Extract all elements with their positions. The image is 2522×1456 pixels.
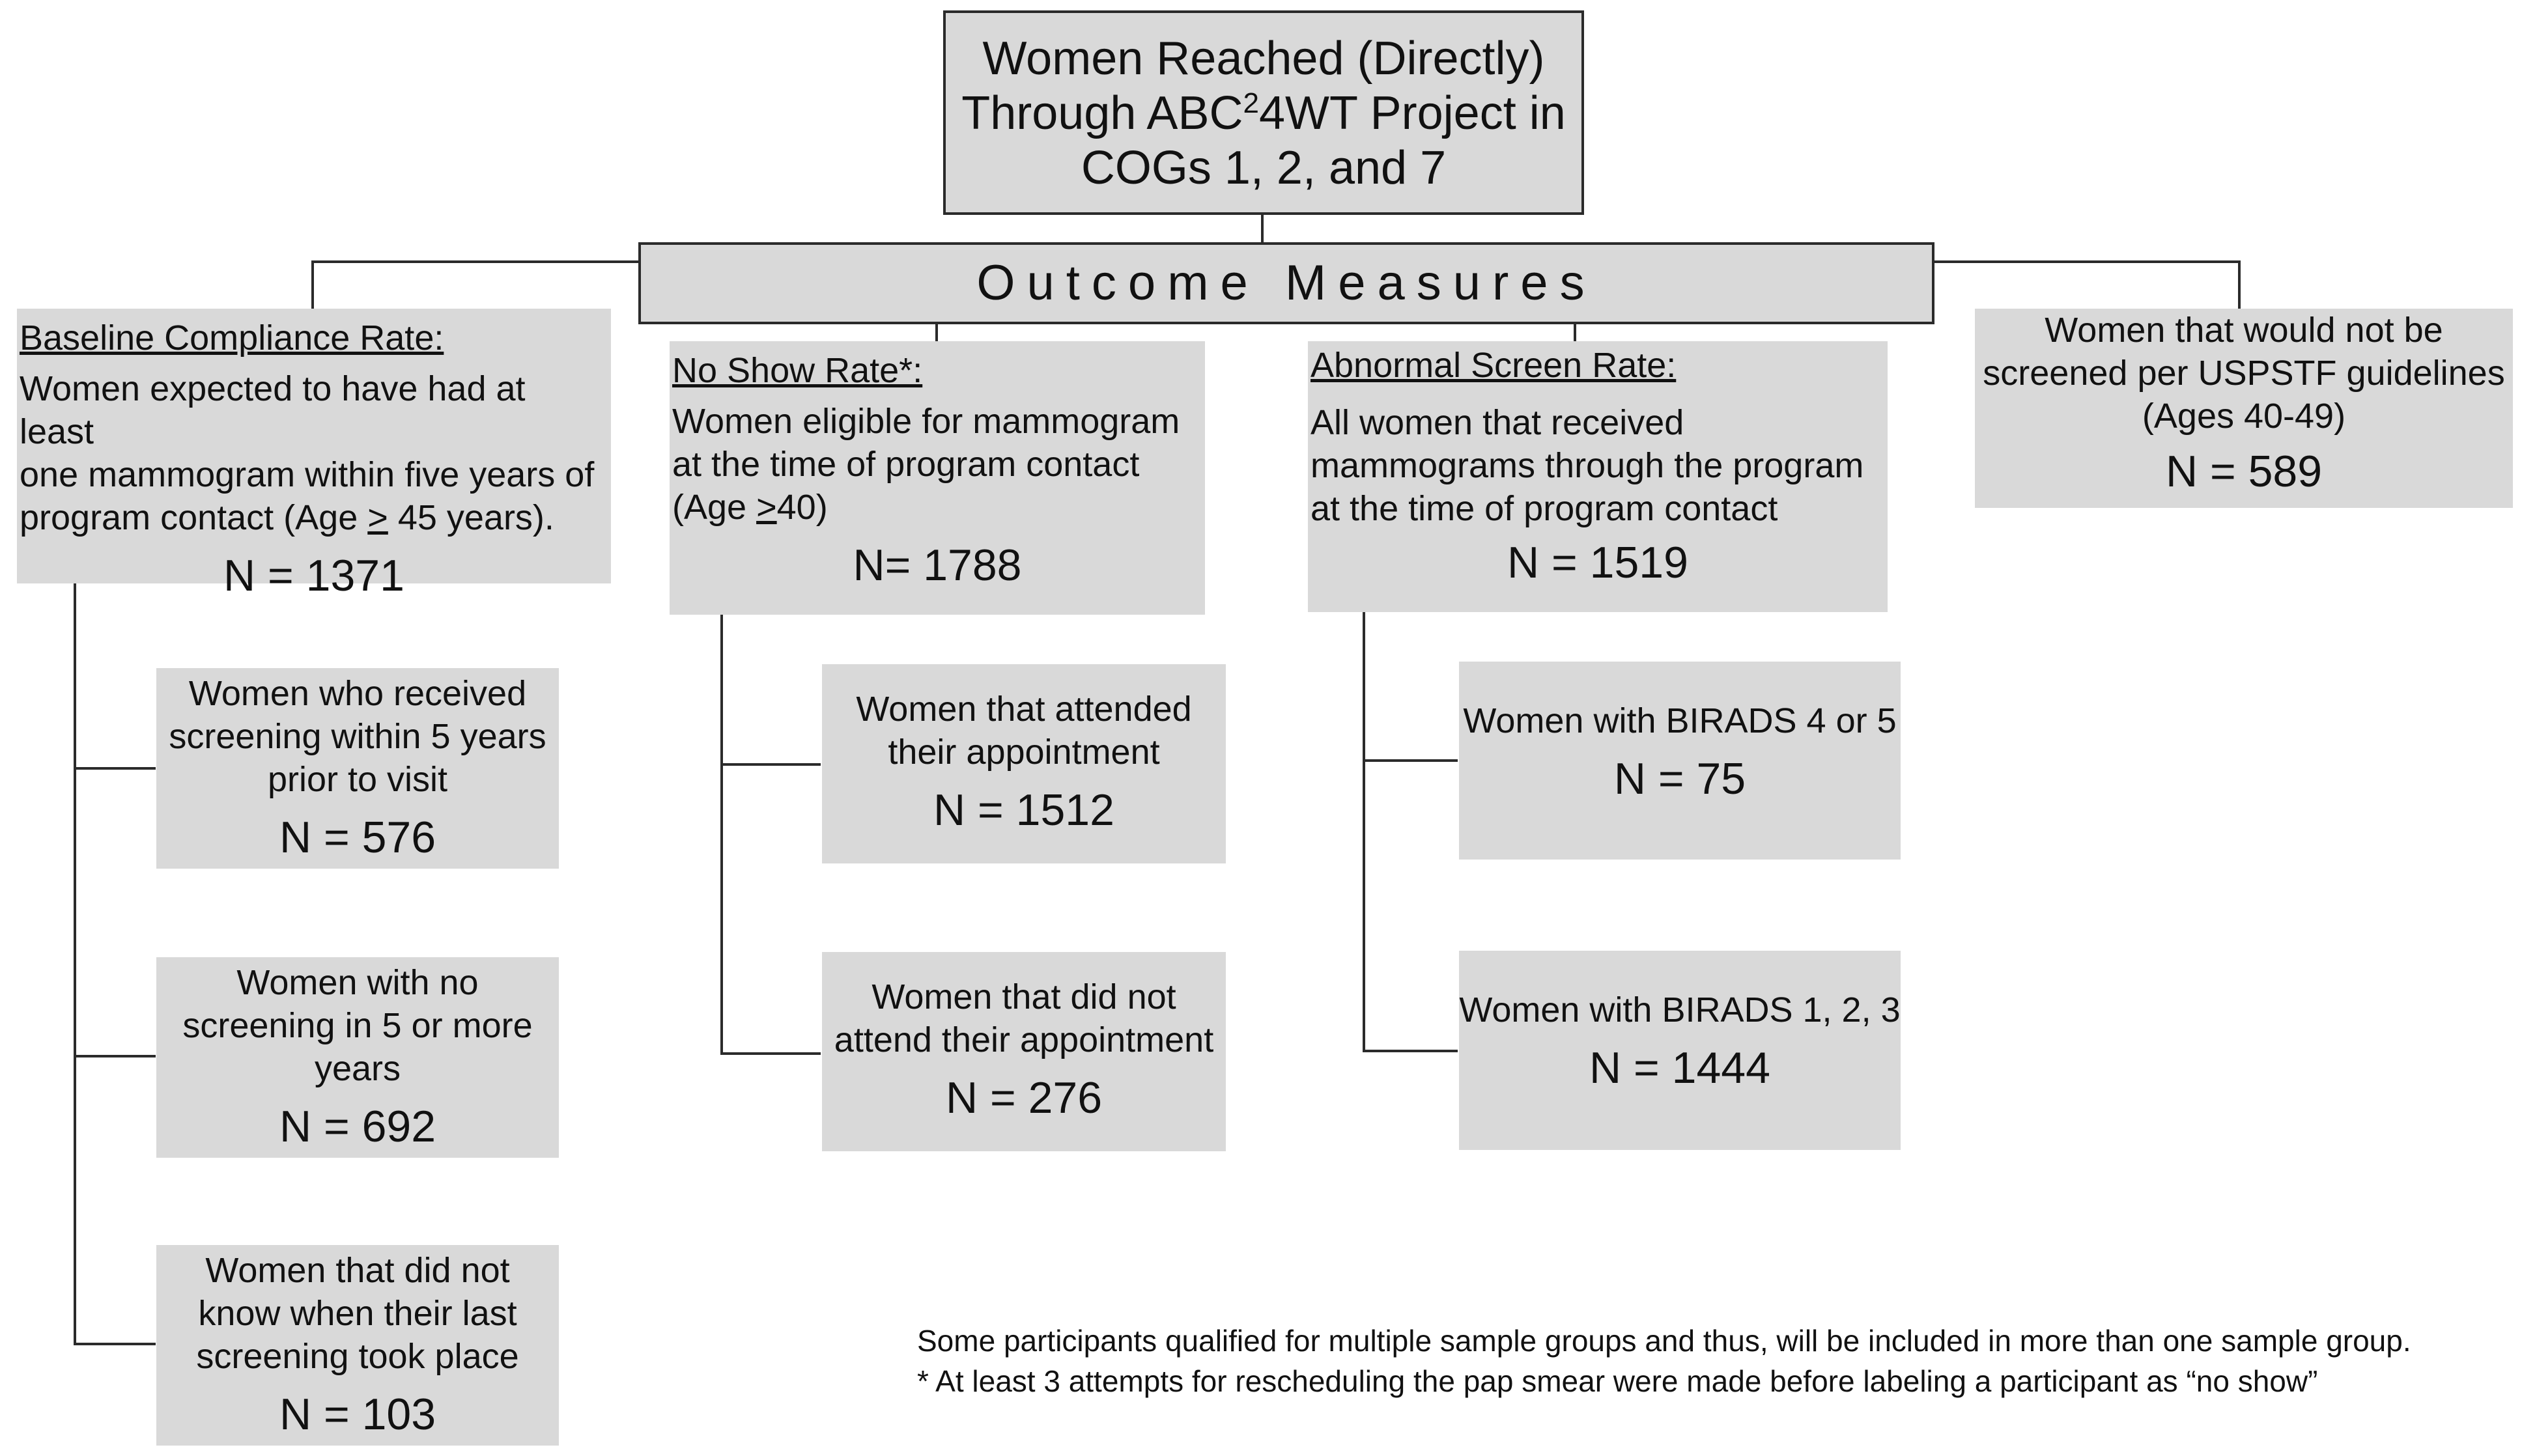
connector-right-horizontal: [1933, 260, 2241, 263]
baseline-child-received-screening: [156, 668, 559, 869]
child-text-line: Women that did not: [205, 1251, 510, 1290]
child-count: N = 276: [945, 1073, 1103, 1123]
footnote-line-1: Some participants qualified for multiple sample groups and thus, will be included in more than one sample group.: [917, 1324, 2411, 1358]
connector-top-to-outcome: [1261, 215, 1264, 244]
footnotes: [917, 1321, 2411, 1401]
child-text-line: Women that did not: [871, 977, 1176, 1016]
connector-left-drop: [311, 260, 314, 309]
noshow-desc-line-2: at the time of program contact: [672, 445, 1140, 484]
baseline-child-no-screening: [156, 957, 559, 1158]
uspstf-line: screened per USPSTF guidelines: [1983, 354, 2505, 393]
child-text-line: Women that attended: [856, 690, 1192, 729]
child-text-line: their appointment: [888, 733, 1160, 772]
child-count: N = 103: [279, 1390, 436, 1439]
abnormal-child-birads-1-2-3: [1459, 951, 1901, 1150]
noshow-line-3-post: 40): [776, 488, 828, 527]
child-text-line: attend their appointment: [834, 1020, 1214, 1059]
child-text-line: years: [314, 1049, 401, 1088]
women-reached-line-2-pre: Through ABC: [961, 87, 1243, 139]
noshow-child-attended: [822, 664, 1226, 863]
abnormal-desc-line-3: at the time of program contact: [1311, 489, 1778, 528]
child-count: N = 576: [279, 813, 436, 862]
baseline-desc-line-2: one mammogram within five years of: [20, 455, 595, 494]
noshow-desc-line-3: [672, 486, 1202, 529]
uspstf-line: (Ages 40-49): [2142, 397, 2346, 436]
child-count: N = 1444: [1589, 1043, 1770, 1093]
abnormal-screen-rate-box: [1308, 341, 1888, 612]
women-reached-title: [946, 31, 1581, 195]
child-count: N = 692: [279, 1102, 436, 1151]
child-text-line: prior to visit: [267, 760, 448, 799]
outcome-measures-label: Outcome Measures: [976, 255, 1596, 311]
baseline-line-3-pre: program contact (Age: [20, 498, 368, 537]
abnormal-branch-1: [1363, 759, 1458, 762]
baseline-count: N = 1371: [223, 551, 404, 600]
baseline-tree-trunk: [74, 583, 76, 1345]
no-show-count: N= 1788: [853, 540, 1022, 590]
baseline-desc-line-1: Women expected to have had at least: [20, 369, 526, 451]
uspstf-line: Women that would not be: [2045, 311, 2443, 350]
abnormal-branch-2: [1363, 1050, 1458, 1052]
footnote-line-2: * At least 3 attempts for rescheduling the pap smear were made before labeling a participant as “no show”: [917, 1364, 2318, 1398]
noshow-tree-trunk: [720, 615, 723, 1055]
women-reached-box: [943, 10, 1584, 215]
abnormal-child-birads-4-5: [1459, 662, 1901, 860]
child-count: N = 75: [1613, 754, 1746, 804]
noshow-line-3-pre: (Age: [672, 488, 757, 527]
connector-abnormal-drop: [1574, 324, 1576, 341]
women-reached-line-2-post: 4WT Project in: [1258, 87, 1566, 139]
baseline-line-3-post: 45 years).: [388, 498, 554, 537]
uspstf-box: [1975, 309, 2513, 508]
connector-noshow-drop: [935, 324, 938, 341]
baseline-compliance-box: [17, 309, 611, 600]
superscript-2: 2: [1243, 87, 1259, 119]
women-reached-line-1: Women Reached (Directly): [982, 33, 1545, 85]
child-text-line: screening within 5 years: [169, 717, 546, 756]
child-text-line: Women who received: [188, 674, 527, 713]
noshow-child-did-not-attend: [822, 952, 1226, 1151]
women-reached-line-3: COGs 1, 2, and 7: [1081, 142, 1447, 194]
uspstf-count: N = 589: [2165, 447, 2323, 496]
child-text-line: screening in 5 or more: [182, 1006, 533, 1045]
child-text-line: screening took place: [196, 1337, 519, 1376]
baseline-branch-1: [74, 767, 156, 770]
baseline-branch-3: [74, 1343, 156, 1345]
child-count: N = 1512: [933, 785, 1114, 835]
abnormal-heading: Abnormal Screen Rate:: [1311, 346, 1677, 385]
baseline-branch-2: [74, 1055, 156, 1057]
noshow-branch-1: [720, 763, 821, 766]
connector-left-horizontal: [311, 260, 640, 263]
baseline-child-unknown: [156, 1245, 559, 1446]
child-text-line: Women with no: [236, 963, 479, 1002]
noshow-desc-line-1: Women eligible for mammogram: [672, 402, 1180, 441]
abnormal-count: N = 1519: [1507, 538, 1688, 587]
baseline-desc-line-3: [20, 496, 608, 539]
noshow-branch-2: [720, 1052, 821, 1055]
abnormal-desc-line-1: All women that received: [1311, 403, 1684, 442]
abnormal-tree-trunk: [1363, 612, 1365, 1052]
child-text-line: know when their last: [198, 1294, 517, 1333]
no-show-heading: No Show Rate*:: [672, 351, 923, 390]
outcome-measures-box: [638, 242, 1934, 324]
greater-equal-symbol: >: [756, 488, 777, 527]
connector-right-drop: [2238, 260, 2241, 309]
greater-equal-symbol: >: [367, 498, 388, 537]
no-show-rate-box: [670, 341, 1205, 615]
abnormal-desc-line-2: mammograms through the program: [1311, 446, 1864, 485]
baseline-compliance-heading: Baseline Compliance Rate:: [20, 318, 444, 357]
child-text-line: Women with BIRADS 4 or 5: [1463, 701, 1897, 740]
child-text-line: Women with BIRADS 1, 2, 3: [1459, 990, 1901, 1029]
